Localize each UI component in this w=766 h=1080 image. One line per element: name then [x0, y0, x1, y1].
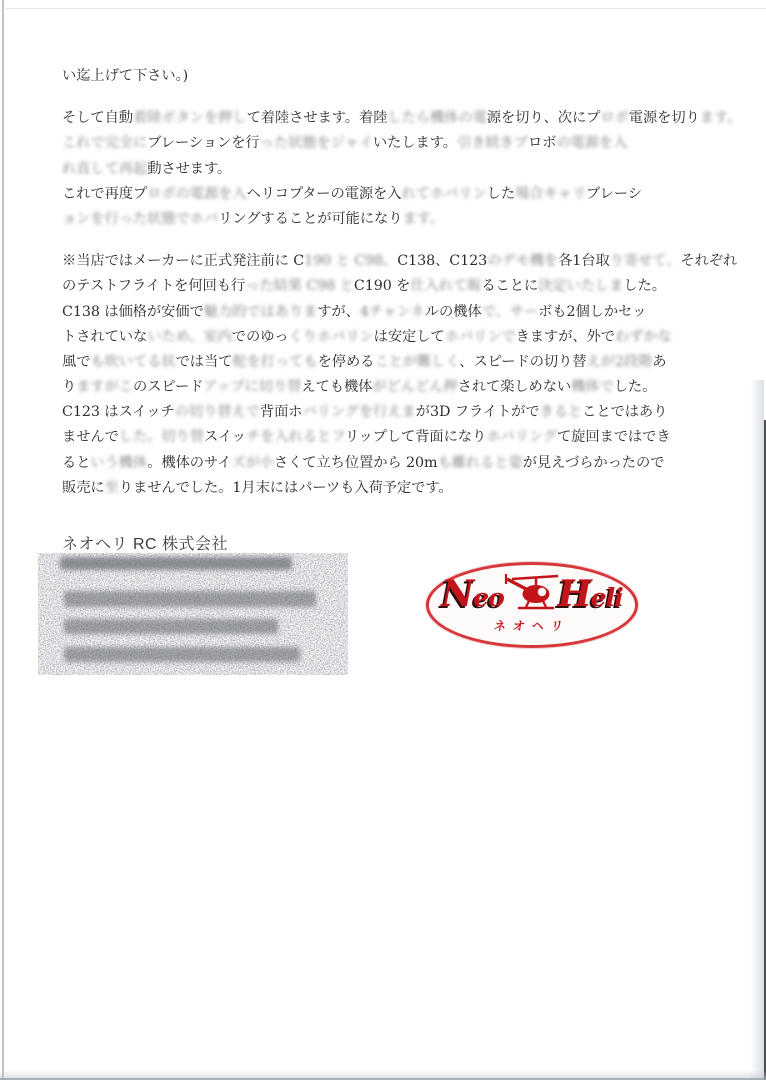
- document-body: [62, 64, 742, 501]
- redacted-line: [64, 619, 278, 634]
- text-segment: C190 を: [353, 278, 411, 295]
- blurred-text-segment: った結果 C98 と: [245, 278, 354, 295]
- text-segment: すが、: [317, 303, 360, 320]
- logo-subtitle: ネオヘリ: [492, 619, 571, 633]
- blurred-text-segment: ロポ: [600, 110, 629, 127]
- document-line: [62, 207, 722, 232]
- redacted-line: [64, 591, 316, 607]
- blurred-text-segment: ョンを行った状態でホバ: [62, 210, 219, 227]
- text-segment: えても機体: [301, 379, 373, 396]
- text-segment: スイッ: [203, 429, 247, 446]
- document-line: [62, 64, 722, 89]
- blurred-text-segment: アップに切り替: [202, 379, 302, 396]
- blurred-text-segment: バリングを行えま: [302, 404, 416, 421]
- blurred-text-segment: れ直して再起: [62, 160, 148, 177]
- document-line: [62, 182, 722, 207]
- text-segment: 、スピードの切り替: [459, 353, 587, 370]
- text-segment: ことではあり: [582, 404, 668, 421]
- text-segment: て着陸させます。着陸: [246, 110, 388, 127]
- redacted-address-block: [38, 553, 348, 675]
- blurred-text-segment: も離れると姿: [437, 454, 523, 471]
- blurred-text-segment: 魅力的ではありま: [203, 303, 318, 320]
- blurred-text-segment: ます。: [699, 110, 742, 127]
- blurred-text-segment: の切り替えで: [174, 404, 260, 421]
- text-segment: ると: [62, 454, 91, 471]
- blurred-text-segment: くりホバリン: [288, 328, 374, 345]
- text-segment: 背面ホ: [259, 404, 303, 421]
- text-segment: 。機体のサイ: [147, 454, 232, 471]
- blurred-text-segment: 至: [104, 479, 119, 496]
- text-segment: トされていな: [62, 328, 148, 345]
- text-segment: を停める: [317, 353, 375, 370]
- text-segment: ることに: [481, 278, 539, 295]
- blurred-text-segment: きると: [539, 404, 583, 421]
- text-segment: あ: [652, 353, 667, 370]
- document-line: [62, 400, 722, 425]
- document-line: [62, 350, 722, 375]
- blurred-text-segment: これで完全に: [62, 135, 148, 152]
- company-name: ネオヘリ RC 株式会社: [62, 536, 229, 553]
- text-segment: いたします。: [372, 135, 457, 152]
- text-segment: 源を切り、次にプ: [486, 110, 601, 127]
- text-segment: のスピード: [133, 379, 203, 396]
- blurred-text-segment: も吹いてる状: [90, 353, 176, 370]
- blurred-text-segment: ホバリンで: [444, 328, 516, 345]
- text-segment: 各1台取: [558, 253, 610, 270]
- blurred-text-segment: 仕入れて販: [410, 278, 482, 295]
- text-segment: が見えづらかったので: [522, 454, 665, 471]
- blurred-text-segment: した。切り替: [118, 429, 204, 446]
- logo-wordmark: [429, 575, 635, 617]
- blurred-text-segment: ます。: [402, 210, 444, 227]
- blurred-text-segment: れてホバリン: [401, 185, 487, 202]
- text-segment: は安定して: [373, 328, 445, 345]
- document-line: [62, 451, 722, 476]
- blurred-text-segment: わずかな: [615, 328, 672, 345]
- logo-text-neo: Neo: [441, 573, 504, 615]
- blurred-text-segment: 引き続きプ: [456, 135, 528, 152]
- blurred-text-segment: 決定いたしま: [538, 278, 624, 295]
- text-segment: さくて立ち位置から 20m: [273, 454, 438, 471]
- page-top-edge: [3, 8, 766, 9]
- text-segment: C138 は価格が安価で: [62, 303, 204, 320]
- document-line: [62, 300, 722, 325]
- text-segment: リングすることが可能になり: [218, 210, 403, 227]
- redacted-line: [64, 647, 300, 662]
- text-segment: 風で: [62, 353, 91, 370]
- blurred-text-segment: チを入れるとフ: [246, 429, 345, 446]
- text-segment: 販売に: [62, 479, 105, 496]
- document-line: [62, 274, 722, 299]
- text-segment: ブレーションを行: [147, 135, 260, 152]
- text-segment: では当て: [175, 353, 233, 370]
- text-segment: 電源を切り: [628, 110, 700, 127]
- text-segment: これで再度プ: [62, 185, 148, 202]
- text-segment: ブレーシ: [586, 185, 642, 202]
- text-segment: した。: [623, 278, 666, 295]
- text-segment: ませんで: [62, 429, 119, 446]
- text-segment: りませんでした。1月末にはパーツも入荷予定です。: [118, 479, 453, 496]
- text-segment: した: [486, 185, 516, 202]
- text-segment: C123 はスイッチ: [62, 404, 175, 421]
- document-line: [62, 325, 722, 350]
- blurred-text-segment: したら機体の電: [387, 110, 487, 127]
- blurred-text-segment: がどんどん押: [372, 379, 458, 396]
- page-right-shadow: [750, 380, 764, 1080]
- document-line: [62, 106, 742, 131]
- text-segment: が3D フライトがで: [415, 404, 540, 421]
- blurred-text-segment: で、サー: [481, 303, 539, 320]
- text-segment: ヘリコプターの電源を入: [246, 185, 402, 202]
- blurred-text-segment: ホバリング: [486, 429, 557, 446]
- text-segment: した。: [613, 379, 657, 396]
- blurred-text-segment: ロポの電源を入: [147, 185, 247, 202]
- blurred-text-segment: ますがこ: [76, 379, 133, 396]
- logo-text-heli: Heli: [557, 573, 623, 615]
- text-segment: ボも2個しかセッ: [538, 303, 647, 320]
- blurred-text-segment: 場合キャリ: [515, 185, 587, 202]
- document-line: [62, 131, 722, 156]
- text-segment: ※当店ではメーカーに正式発注前に C: [62, 253, 305, 270]
- document-line: [62, 425, 722, 450]
- blurred-text-segment: 機体で: [571, 379, 614, 396]
- text-segment: い迄上げて下さい。): [62, 68, 189, 84]
- text-segment: ロボ: [527, 135, 557, 152]
- blurred-text-segment: ズが小: [231, 454, 274, 471]
- blurred-text-segment: ことが難しく: [374, 353, 460, 370]
- blurred-text-segment: のデモ機を: [487, 253, 559, 270]
- text-segment: 動させます。: [147, 160, 232, 177]
- text-segment: そして自動: [62, 110, 133, 127]
- company-section: [0, 531, 766, 711]
- helicopter-icon: [502, 571, 560, 613]
- text-segment: のテストフライトを何回も行: [62, 278, 246, 295]
- page-bottom-shadow: [0, 1070, 766, 1078]
- blurred-text-segment: り寄せて、: [609, 253, 681, 270]
- text-segment: されて楽しめない: [457, 379, 572, 396]
- blurred-text-segment: の電源を入: [556, 135, 628, 152]
- text-segment: それぞれ: [680, 253, 738, 270]
- document-line: [62, 157, 722, 182]
- text-segment: でのゆっ: [231, 328, 289, 345]
- blurred-text-segment: 190 と C98、: [304, 253, 398, 270]
- document-line: [62, 375, 722, 400]
- blurred-text-segment: いう機体: [90, 454, 148, 471]
- text-segment: きますが、外で: [515, 328, 615, 345]
- blurred-text-segment: いため、室内: [147, 328, 232, 345]
- blurred-text-segment: った状態をジャイ: [259, 135, 373, 152]
- neoheli-logo: [426, 562, 638, 648]
- text-segment: て旋回まではでき: [556, 429, 671, 446]
- text-segment: リップして背面になり: [344, 429, 487, 446]
- blurred-text-segment: 4チャンネ: [359, 303, 425, 320]
- text-segment: ルの機体: [424, 303, 482, 320]
- document-line: [62, 249, 738, 274]
- text-segment: り: [62, 379, 77, 396]
- redacted-line: [60, 557, 292, 570]
- blurred-text-segment: 舵を打っても: [232, 353, 318, 370]
- blurred-text-segment: 着陸ボタンを押し: [132, 110, 247, 127]
- document-line: [62, 476, 722, 501]
- text-segment: C138、C123: [397, 253, 488, 270]
- blurred-text-segment: えが2段階: [586, 353, 653, 370]
